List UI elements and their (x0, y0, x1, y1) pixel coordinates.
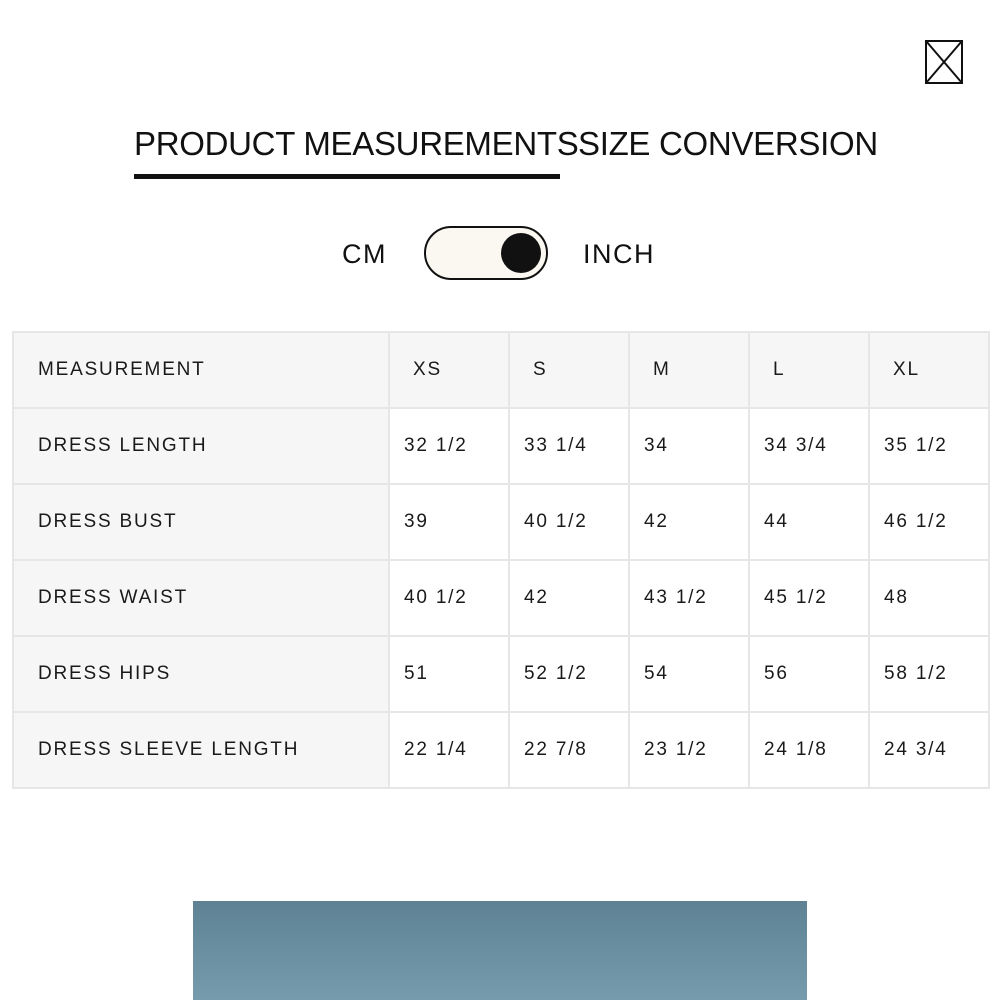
table-cell: 24 3/4 (869, 712, 989, 788)
table-cell: 40 1/2 (389, 560, 509, 636)
tab-size-conversion[interactable]: SIZE CONVERSION (578, 125, 878, 162)
switch-knob (501, 233, 541, 273)
table-cell: 44 (749, 484, 869, 560)
table-row (13, 408, 989, 484)
row-label: DRESS WAIST (13, 560, 389, 636)
table-cell: 34 3/4 (749, 408, 869, 484)
table-cell: 23 1/2 (629, 712, 749, 788)
row-label: DRESS HIPS (13, 636, 389, 712)
unit-toggle (0, 226, 1000, 284)
size-guide-tabs (0, 122, 1000, 182)
table-cell: 22 7/8 (509, 712, 629, 788)
active-tab-indicator (134, 174, 560, 179)
table-row (13, 712, 989, 788)
measurements-table (12, 331, 990, 789)
row-label: DRESS SLEEVE LENGTH (13, 712, 389, 788)
table-cell: 42 (629, 484, 749, 560)
table-cell: 45 1/2 (749, 560, 869, 636)
row-label: DRESS BUST (13, 484, 389, 560)
row-label: DRESS LENGTH (13, 408, 389, 484)
table-cell: 58 1/2 (869, 636, 989, 712)
column-header-measurement: MEASUREMENT (13, 332, 389, 408)
table-cell: 33 1/4 (509, 408, 629, 484)
table-row (13, 560, 989, 636)
column-header-l: L (749, 332, 869, 408)
column-header-m: M (629, 332, 749, 408)
table-cell: 46 1/2 (869, 484, 989, 560)
table-cell: 56 (749, 636, 869, 712)
unit-switch[interactable] (424, 226, 548, 280)
table-cell: 48 (869, 560, 989, 636)
column-header-s: S (509, 332, 629, 408)
table-cell: 52 1/2 (509, 636, 629, 712)
table-row (13, 636, 989, 712)
tab-product-measurements[interactable]: PRODUCT MEASUREMENTS (134, 125, 579, 162)
column-header-xl: XL (869, 332, 989, 408)
table-cell: 42 (509, 560, 629, 636)
table-cell: 24 1/8 (749, 712, 869, 788)
table-cell: 34 (629, 408, 749, 484)
column-header-xs: XS (389, 332, 509, 408)
table-cell: 32 1/2 (389, 408, 509, 484)
table-cell: 40 1/2 (509, 484, 629, 560)
table-cell: 35 1/2 (869, 408, 989, 484)
unit-label-inch[interactable]: INCH (583, 239, 655, 269)
unit-label-cm[interactable]: CM (342, 239, 387, 269)
table-cell: 54 (629, 636, 749, 712)
close-icon (925, 40, 963, 84)
table-header-row (13, 332, 989, 408)
product-image (193, 901, 807, 1000)
table-cell: 22 1/4 (389, 712, 509, 788)
table-cell: 43 1/2 (629, 560, 749, 636)
table-cell: 51 (389, 636, 509, 712)
close-button[interactable] (925, 40, 963, 84)
table-cell: 39 (389, 484, 509, 560)
table-row (13, 484, 989, 560)
